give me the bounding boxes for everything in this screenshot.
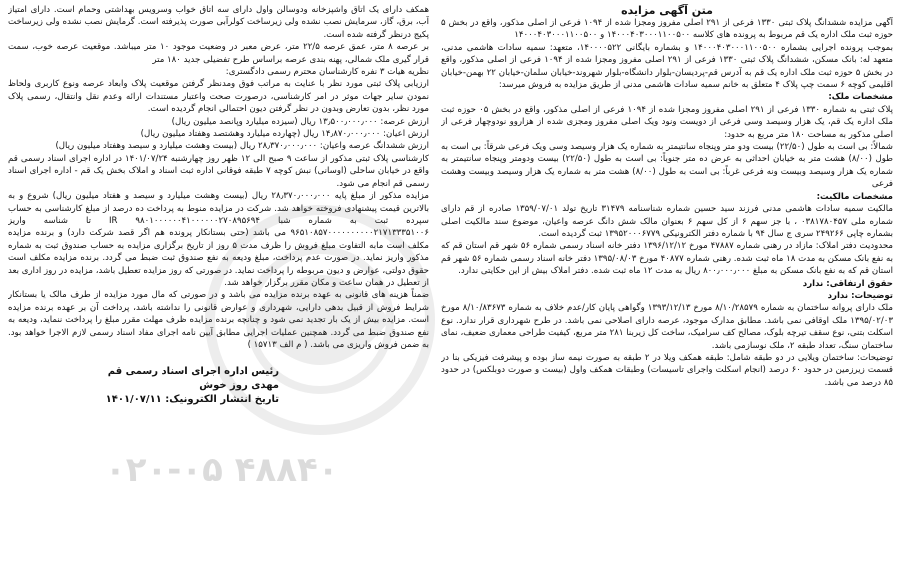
signature-block — [8, 365, 429, 407]
left-paragraph-7: ضمناً هزینه های قانونی به عهده برنده مزایده می باشد و در صورتی که مال مورد مزایده از طرف مالک یا بستانکار شرایط فروش از قبیل بدهی دارایی، شهرداری و عوارض قانونی را نداشته باشد، پرداخت آن بر عهده برنده مزایده است. مزایده بیش از یک بار تجدید نمی شود و چنانچه برنده مزایده ظرف مهلت مقرر مبلغ را پرداخت ننماید، ودیعه به نفع صندوق ضبط می گردد. همچنین عملیات اجرایی مطابق آیین نامه اجرای مفاد اسناد رسمی لازم الاجرا خواهد بود. به ضمن فروش واریزی می باشد. ( م الف ۱۵۷۱۳ ) — [8, 290, 429, 350]
left-column — [8, 4, 429, 570]
description-paragraph: توضیحات: ساختمان ویلایی در دو طبقه شامل: طبقه همکف ویلا در ۲ طبقه به صورت نیمه ساز بوده و پیشرفت فیزیکی بنا در قسمت زیرزمین در حدود ۶۰ درصد (انجام اسکلت واجرای تاسیسات) وطبقات همکف واول (بیست و صورت دوبلکس) در حدود ۸۵ درصد می باشد. — [441, 352, 893, 388]
easement-line: حقوق ارتفاقی: ندارد — [802, 278, 893, 289]
left-paragraph-6: مزایده مذکور از مبلغ پایه ۲۸٫۳۷۰٫۰۰۰٫۰۰۰ ریال (بیست وهشت میلیارد و سیصد و هفتاد میلیون ریال) شروع و به بالاترین قیمت پیشنهادی فروخته خواهد شد. شرکت در مزایده منوط به پرداخت ده درصد از مبلغ کارشناسی به حساب سپرده ثبت به شماره شبا IR ۹۸۰۱۰۰۰۰۰۰۴۱۰۰۰۰۰۰۲۷۰۸۹۵۶۹۴ تا شناسه واریز ۹۶۵۱۰۸۵۷۰۰۰۰۰۰۰۰۰۰۲۱۷۱۳۳۳۵۱۰۰۶ می باشد (حتی بستانکار پرونده هم اگر قصد شرکت دارد) و برنده مزایده مکلف است مابه التفاوت مبلغ فروش را ظرف مدت ۵ روز از تاریخ برگزاری مزایده به حساب صندوق ثبت به شماره مذکور واریز نماید. در صورت عدم پرداخت، مبلغ ودیعه به نفع صندوق ثبت ضبط می گردد. برنده مزایده مکلف است حقوق دولتی، عوارض و دیون مربوطه را پرداخت نماید. در صورتی که روز مزایده تعطیل باشد، مزایده در روز اداری بعد از تعطیل در همان ساعت و مکان مقرر برگزار خواهد شد. — [8, 191, 429, 288]
land-value: ارزش عرصه: ۱۳٫۵۰۰٫۰۰۰٫۰۰۰ ریال (سیزده میلیارد وپانصد میلیون ریال) — [171, 116, 429, 127]
left-paragraph-3: نظریه هیات ۳ نفره کارشناسان محترم رسمی دادگستری: — [225, 67, 429, 78]
signature-organization: رئیس اداره اجرای اسناد رسمی قم — [107, 366, 279, 378]
watermark-phone: ۰۲۰-۰۵ ۴۸۸۴۰ — [105, 450, 339, 490]
building-paragraph: ملک دارای پروانه ساختمان به شماره ۸/۱۰/۲۸۵۷۹ مورخ ۱۳۹۳/۱۲/۱۳ وگواهی پایان کار/عدم خلاف به شماره ۸/۱۰/۸۳۶۷۳ مورخ ۱۳۹۵/۰۲/۰۳ ملک اوقافی نمی باشد. مطابق مدارک موجود، عرصه دارای اصلاحی نمی باشد. در طرح شهرداری قرار ندارد. نوع اسکلت بتنی، نوع سقف تیرچه بلوک، مصالح کف سرامیک، ساخت کل زیربنا ۲۸۱ متر مربع، کیفیت طراحی معماری ضعیف، نمای ساختمان سنگ، تعداد طبقه ۲، ملک نوسازمی باشد. — [441, 303, 893, 351]
two-column-layout — [6, 4, 893, 570]
left-paragraph-2: بر عرصه ۸ متر، عمق عرصه ۲۲/۵ متر، عرض معبر در وضعیت موجود ۱۰ متر میباشد. موقعیت عرصه خوب، سمت قرار گیری ملک شمالی، پهنه بندی عرصه براساس طرح تفضیلی جدید ۱۸۰ متر — [8, 42, 429, 65]
building-value: ارزش اعیان: ۱۴٫۸۷۰٫۰۰۰٫۰۰۰ ریال (چهارده میلیارد وهشتصد وهفتاد میلیون ریال) — [140, 129, 429, 140]
left-paragraph-1: همکف دارای یک اتاق واشپزخانه ودوسالن واول دارای سه اتاق خواب وسرویس بهداشتی وحمام است. دارای امتیاز آب، برق، گاز، سرمایش نصب نشده ولی زیرساخت کولرآبی صورت پذیرفته است. گرمایش نصب نشده ولی زیرساخت پکیج درنظر گرفته شده است. — [8, 5, 429, 40]
property-paragraph: پلاک ثبتی به شماره ۱۳۳۰ فرعی از ۲۹۱ اصلی مفروز ومجزا شده از ۱۰۹۴ فرعی از اصلی مذکور، واقع در بخش ۰۵ حوزه ثبت ملک اداره یک قم، یک هزار وسیصد وسی فرعی از دویست ونود ویک اصلی مفروز ومجزی شده از هزاروو نودوچهار فرعی از اصلی مذکور به مساحت ۱۸۰ متر مربع به حدود: — [441, 104, 893, 140]
total-value: ارزش ششدانگ عرصه واعیان: ۲۸٫۳۷۰٫۰۰۰٫۰۰۰ ریال (بیست وهشت میلیارد و سیصد وهفتاد میلیون ریال) — [55, 141, 429, 152]
restrictions-paragraph: محدودیت دفتر املاک: مازاد در رهنی شماره ۴۷۸۸۷ مورخ ۱۳۹۶/۱۲/۱۲ دفتر خانه اسناد رسمی شماره ۵۶ شهر قم استان قم که به نفع بانک مسکن به مدت ۱۸ ماه ثبت شده. رهنی شماره ۴۰۸۷۷ مورخ ۱۳۹۵/۰۸/۰۳ دفتر خانه اسناد رسمی شماره ۵۶ شهر قم استان قم که به نفع بانک مسکن به مبلغ ۸۰۰٫۰۰۰٫۰۰۰ ریال به مدت ۱۲ ماه ثبت شده. دفتر املاک بیش از این حکایتی ندارد. — [441, 241, 893, 277]
ownership-heading: مشخصات مالکیت: — [816, 191, 893, 202]
left-paragraph-5: کارشناسی پلاک ثبتی مذکور از ساعت ۹ صبح الی ۱۲ ظهر روز چهارشنبه ۱۴۰۱/۰۷/۲۴ در اداره اجرای اسناد رسمی قم واقع در خیابان ساحلی (اوسانی) نبش کوچه ۷ طبقه فوقانی اداره ثبت اسناد و املاک بخش یک قم - اداره اجرای اسناد رسمی قم انجام می شود. — [8, 153, 429, 189]
left-paragraph-4: ارزیابی پلاک ثبتی مورد نظر با عنایت به مراتب فوق ومدنظر گرفتن موقعیت پلاک وابعاد عرصه ونوع کاربری ولحاظ نمودن سایر جهات موثر در امر کارشناسی، درصورت صحت واعتبار مستندات ارائه وعدم نقل وانتقال، رسمی پلاک مورد نظر، بدون تعارض وبدون در نظر گرفتن دیون احتمالی انجام گردیده است. — [8, 79, 429, 115]
publication-date: تاریخ انتشار الکترونیک: ۱۴۰۱/۰۷/۱۱ — [105, 394, 279, 406]
notice-title: متن آگهی مزایده — [621, 4, 713, 17]
case-paragraph: بموجب پرونده اجرایی بشماره ۱۴۰۰۰۴۰۳۰۰۰۱۱۰۰۵۰۰ و بشماره بایگانی ۱۴۰۰۰۰۵۲۲، متعهد: سمیه سادات هاشمی مدنی، متعهد له: بانک مسکن، ششدانگ پلاک ثبتی ۱۳۳۰ فرعی از ۲۹۱ اصلی مفروز ومجزا شده از ۱۰۹۴ فرعی از اصلی مذکور، واقع در بخش ۵ حوزه ثبت ملک اداره یک قم به آدرس قم-پردیسان-بلوار دانشگاه-بلوار شهروند-خیابان سلمان-خیابان ۲۲ بهمن-خیابان اقلیمی کوچه ۶ سمت چپ پلاک ۴ متعلق به خانم سمیه سادات هاشمی مدنی از طریق مزایده به فروش میرسد: — [441, 42, 893, 91]
right-column — [441, 4, 893, 570]
ownership-paragraph: مالکیت سمیه سادات هاشمی مدنی فرزند سید حسین شماره شناسنامه ۳۱۴۷۹ تاریخ تولد ۱۳۵۹/۰۷/۰۱ صادره از قم دارای شماره ملی ۰۳۸۱۷۸۰۴۵۷ ، با جز سهم ۶ از کل سهم ۶ بعنوان مالک شش دانگ عرصه واعیان، موضوع سند مالکیت اصلی بشماره چاپی ۲۴۹۲۶۶ سری ج سال ۹۴ با شماره دفتر الکترونیکی ۱۳۹۵۲۰۰۰۶۷۷۹ ثبت گردیده است. — [441, 204, 893, 239]
signature-name: مهدی روز خوش — [199, 380, 279, 392]
boundaries-paragraph: شمالاً: بی است به طول (۲۲/۵۰) بیست ودو متر وپنجاه سانتیمتر به شماره یک هزار وسیصد وسی ویک فرعی شرقاً: بی است به طول (۸/۰۰) هشت متر به خیابان احداثی به عرض ده متر جنوباً: بی است به طول (۲۲/۵۰) بیست ودومتر وپنجاه سانتیمتر به شماره یک هزار وسیصد وبیست ونه فرعی غرباً: بی است به طول (۸/۰۰) هشت متر به شماره یک هزار وسیصد وبیست وهشت فرعی — [441, 142, 893, 190]
notes-line: توضیحات: ندارد — [827, 290, 893, 301]
intro-paragraph: آگهی مزایده ششدانگ پلاک ثبتی ۱۳۳۰ فرعی از ۲۹۱ اصلی مفروز ومجزا شده از ۱۰۹۴ فرعی از اصلی مذکور، واقع در بخش ۵ حوزه ثبت ملک اداره یک قم مربوط به پرونده های کلاسه ۱۴۰۰۰۴۰۳۰۰۰۱۱۰۰۵۰۰ و ۱۴۰۰۰۴۰۳۰۰۰۱۱۰۰۵۰۰ — [441, 18, 893, 41]
property-heading: مشخصات ملک: — [828, 92, 893, 103]
